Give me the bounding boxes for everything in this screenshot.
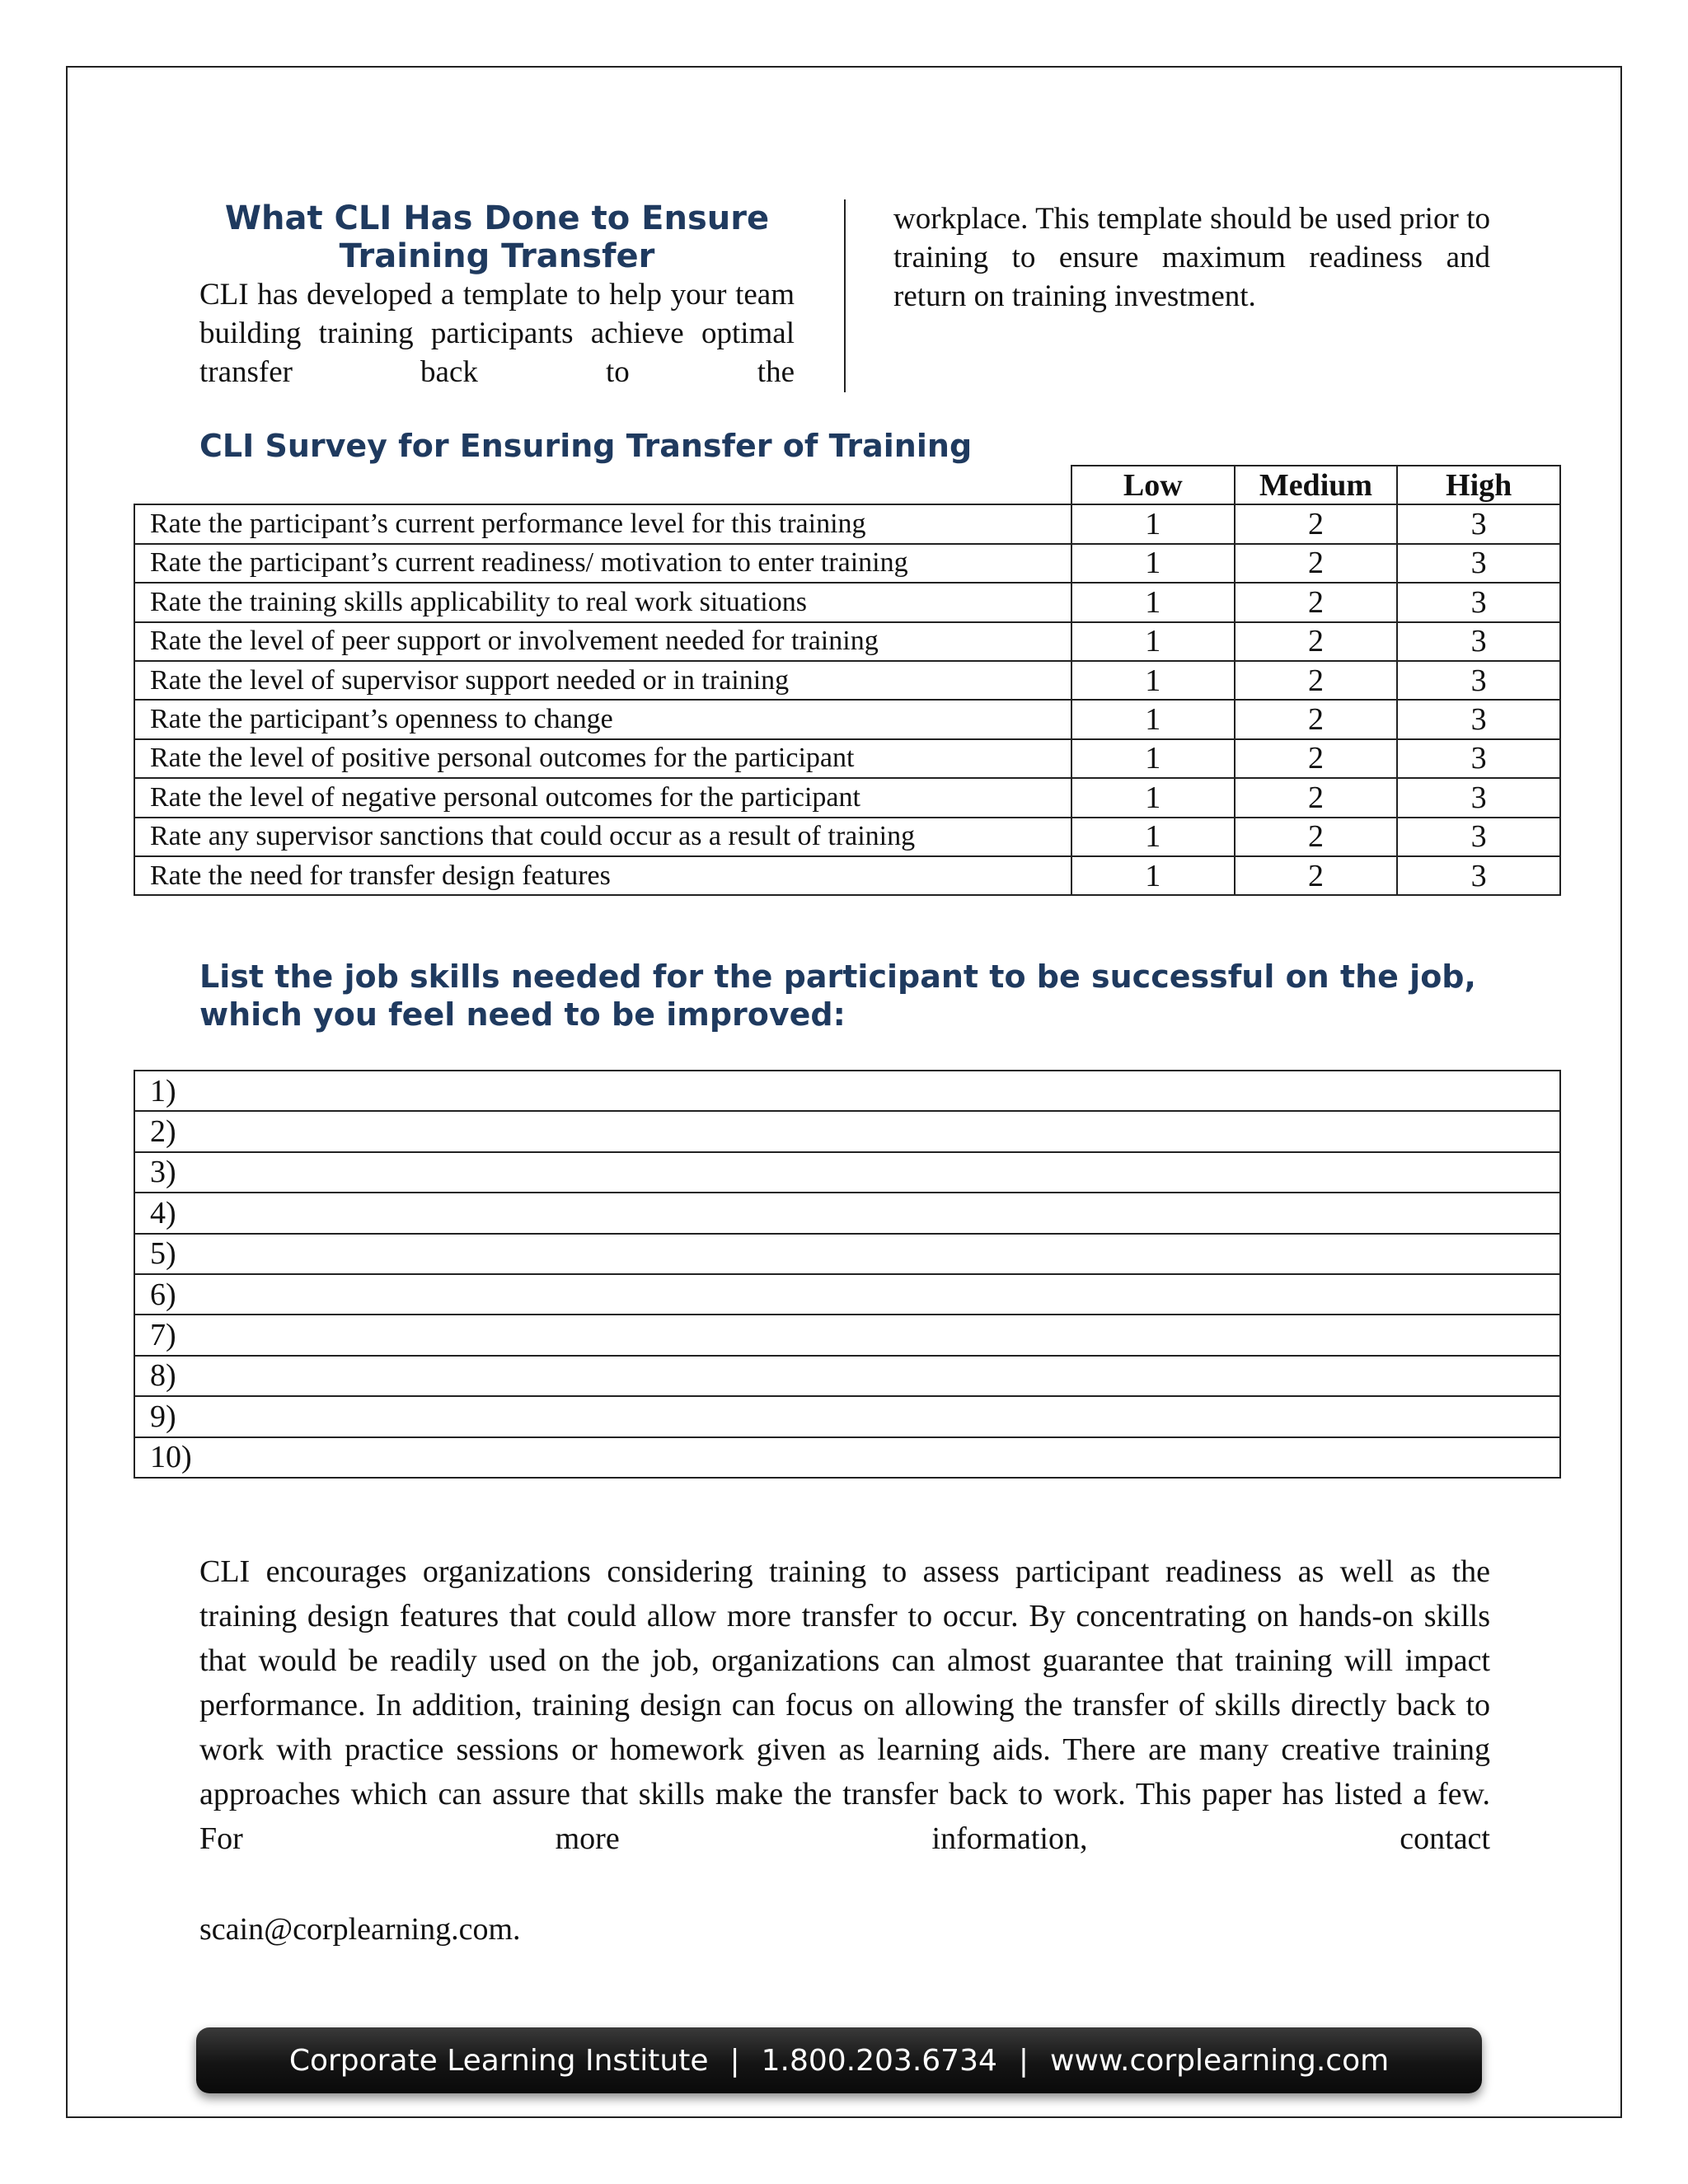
- rating-high[interactable]: 3: [1397, 778, 1560, 817]
- rating-high[interactable]: 3: [1397, 818, 1560, 856]
- rating-low[interactable]: 1: [1071, 622, 1235, 661]
- rating-high[interactable]: 3: [1397, 622, 1560, 661]
- rating-medium[interactable]: 2: [1235, 544, 1398, 583]
- rating-medium[interactable]: 2: [1235, 856, 1398, 895]
- skill-entry[interactable]: 1): [134, 1071, 1560, 1111]
- survey-row: [134, 778, 1560, 817]
- survey-question: Rate the level of peer support or involvement needed for training: [134, 622, 1071, 661]
- survey-question: Rate the participant’s current performance level for this training: [134, 504, 1071, 543]
- rating-high[interactable]: 3: [1397, 661, 1560, 700]
- skill-entry[interactable]: 4): [134, 1193, 1560, 1233]
- footer-company: Corporate Learning Institute: [288, 2043, 709, 2078]
- skill-entry[interactable]: 5): [134, 1234, 1560, 1274]
- survey-row: [134, 856, 1560, 895]
- column-divider: [844, 199, 846, 392]
- rating-low[interactable]: 1: [1071, 661, 1235, 700]
- skill-row: [134, 1356, 1560, 1396]
- skill-row: [134, 1111, 1560, 1151]
- skill-row: [134, 1396, 1560, 1436]
- intro-right-text: workplace. This template should be used prior to training to ensure maximum readiness and return on training investment.: [893, 202, 1490, 313]
- intro-heading-line1: What CLI Has Done to Ensure: [224, 199, 770, 237]
- skill-entry[interactable]: 6): [134, 1274, 1560, 1315]
- rating-medium[interactable]: 2: [1235, 504, 1398, 543]
- skill-entry[interactable]: 10): [134, 1437, 1560, 1478]
- rating-low[interactable]: 1: [1071, 856, 1235, 895]
- intro-heading: [199, 199, 795, 275]
- intro-left-text: CLI has developed a template to help your team building training participants achieve optimal transfer back to the: [199, 278, 795, 389]
- skill-entry[interactable]: 2): [134, 1111, 1560, 1151]
- intro-right-column: [893, 199, 1490, 316]
- column-header-high: High: [1397, 466, 1560, 504]
- survey-header-row: [134, 466, 1560, 504]
- survey-title: CLI Survey for Ensuring Transfer of Training: [199, 428, 973, 464]
- survey-question: Rate any supervisor sanctions that could occur as a result of training: [134, 818, 1071, 856]
- footer-website[interactable]: www.corplearning.com: [1050, 2043, 1390, 2078]
- survey-row: [134, 661, 1560, 700]
- survey-question: Rate the participant’s openness to change: [134, 700, 1071, 738]
- closing-paragraph: CLI encourages organizations considering training to assess participant readiness as well as the training design features that could allow more transfer to occur. By concentrating on hands-on skills that would be readily used on the job, organizations can almost guarantee that training will impact performance. In addition, training design can focus on allowing the transfer of skills directly back to work with practice sessions or homework given as learning aids. There are many creative training approaches which can assure that skills make the transfer back to work. This paper has listed a few. For more information, contact: [199, 1554, 1490, 1856]
- footer-separator: |: [729, 2043, 740, 2078]
- skill-entry[interactable]: 3): [134, 1152, 1560, 1193]
- skill-entry[interactable]: 9): [134, 1396, 1560, 1436]
- intro-heading-line2: Training Transfer: [339, 237, 655, 275]
- survey-question: Rate the level of negative personal outcomes for the participant: [134, 778, 1071, 817]
- rating-medium[interactable]: 2: [1235, 739, 1398, 778]
- survey-table: [134, 465, 1561, 896]
- rating-low[interactable]: 1: [1071, 739, 1235, 778]
- skills-title: [199, 958, 1476, 1033]
- rating-low[interactable]: 1: [1071, 818, 1235, 856]
- survey-row: [134, 583, 1560, 621]
- survey-row: [134, 622, 1560, 661]
- rating-low[interactable]: 1: [1071, 778, 1235, 817]
- footer-phone: 1.800.203.6734: [761, 2043, 997, 2078]
- intro-section: [199, 199, 1490, 397]
- skill-row: [134, 1193, 1560, 1233]
- rating-high[interactable]: 3: [1397, 583, 1560, 621]
- footer-bar: [196, 2027, 1482, 2093]
- survey-question: Rate the training skills applicability to real work situations: [134, 583, 1071, 621]
- survey-question: Rate the level of positive personal outcomes for the participant: [134, 739, 1071, 778]
- skill-row: [134, 1315, 1560, 1355]
- skill-row: [134, 1152, 1560, 1193]
- rating-medium[interactable]: 2: [1235, 661, 1398, 700]
- skills-list-table: [134, 1070, 1561, 1479]
- rating-high[interactable]: 3: [1397, 544, 1560, 583]
- rating-low[interactable]: 1: [1071, 544, 1235, 583]
- rating-medium[interactable]: 2: [1235, 700, 1398, 738]
- skills-title-line2: which you feel need to be improved:: [199, 996, 846, 1033]
- skill-row: [134, 1274, 1560, 1315]
- survey-row: [134, 700, 1560, 738]
- survey-row: [134, 818, 1560, 856]
- column-header-low: Low: [1071, 466, 1235, 504]
- rating-medium[interactable]: 2: [1235, 778, 1398, 817]
- rating-high[interactable]: 3: [1397, 856, 1560, 895]
- footer-separator: |: [1018, 2043, 1029, 2078]
- survey-question: Rate the level of supervisor support needed or in training: [134, 661, 1071, 700]
- skill-entry[interactable]: 8): [134, 1356, 1560, 1396]
- rating-low[interactable]: 1: [1071, 583, 1235, 621]
- rating-high[interactable]: 3: [1397, 504, 1560, 543]
- intro-left-column: [199, 199, 795, 391]
- survey-row: [134, 544, 1560, 583]
- column-header-medium: Medium: [1235, 466, 1398, 504]
- rating-low[interactable]: 1: [1071, 700, 1235, 738]
- rating-medium[interactable]: 2: [1235, 622, 1398, 661]
- survey-question: Rate the need for transfer design features: [134, 856, 1071, 895]
- rating-low[interactable]: 1: [1071, 504, 1235, 543]
- skill-entry[interactable]: 7): [134, 1315, 1560, 1355]
- rating-medium[interactable]: 2: [1235, 818, 1398, 856]
- skill-row: [134, 1437, 1560, 1478]
- survey-row: [134, 739, 1560, 778]
- skill-row: [134, 1234, 1560, 1274]
- survey-row: [134, 504, 1560, 543]
- rating-high[interactable]: 3: [1397, 700, 1560, 738]
- rating-high[interactable]: 3: [1397, 739, 1560, 778]
- rating-medium[interactable]: 2: [1235, 583, 1398, 621]
- contact-email: scain@corplearning.com.: [199, 1912, 521, 1947]
- survey-header-blank: [134, 466, 1071, 504]
- skills-title-line1: List the job skills needed for the participant to be successful on the job,: [199, 958, 1476, 995]
- skill-row: [134, 1071, 1560, 1111]
- survey-question: Rate the participant’s current readiness/ motivation to enter training: [134, 544, 1071, 583]
